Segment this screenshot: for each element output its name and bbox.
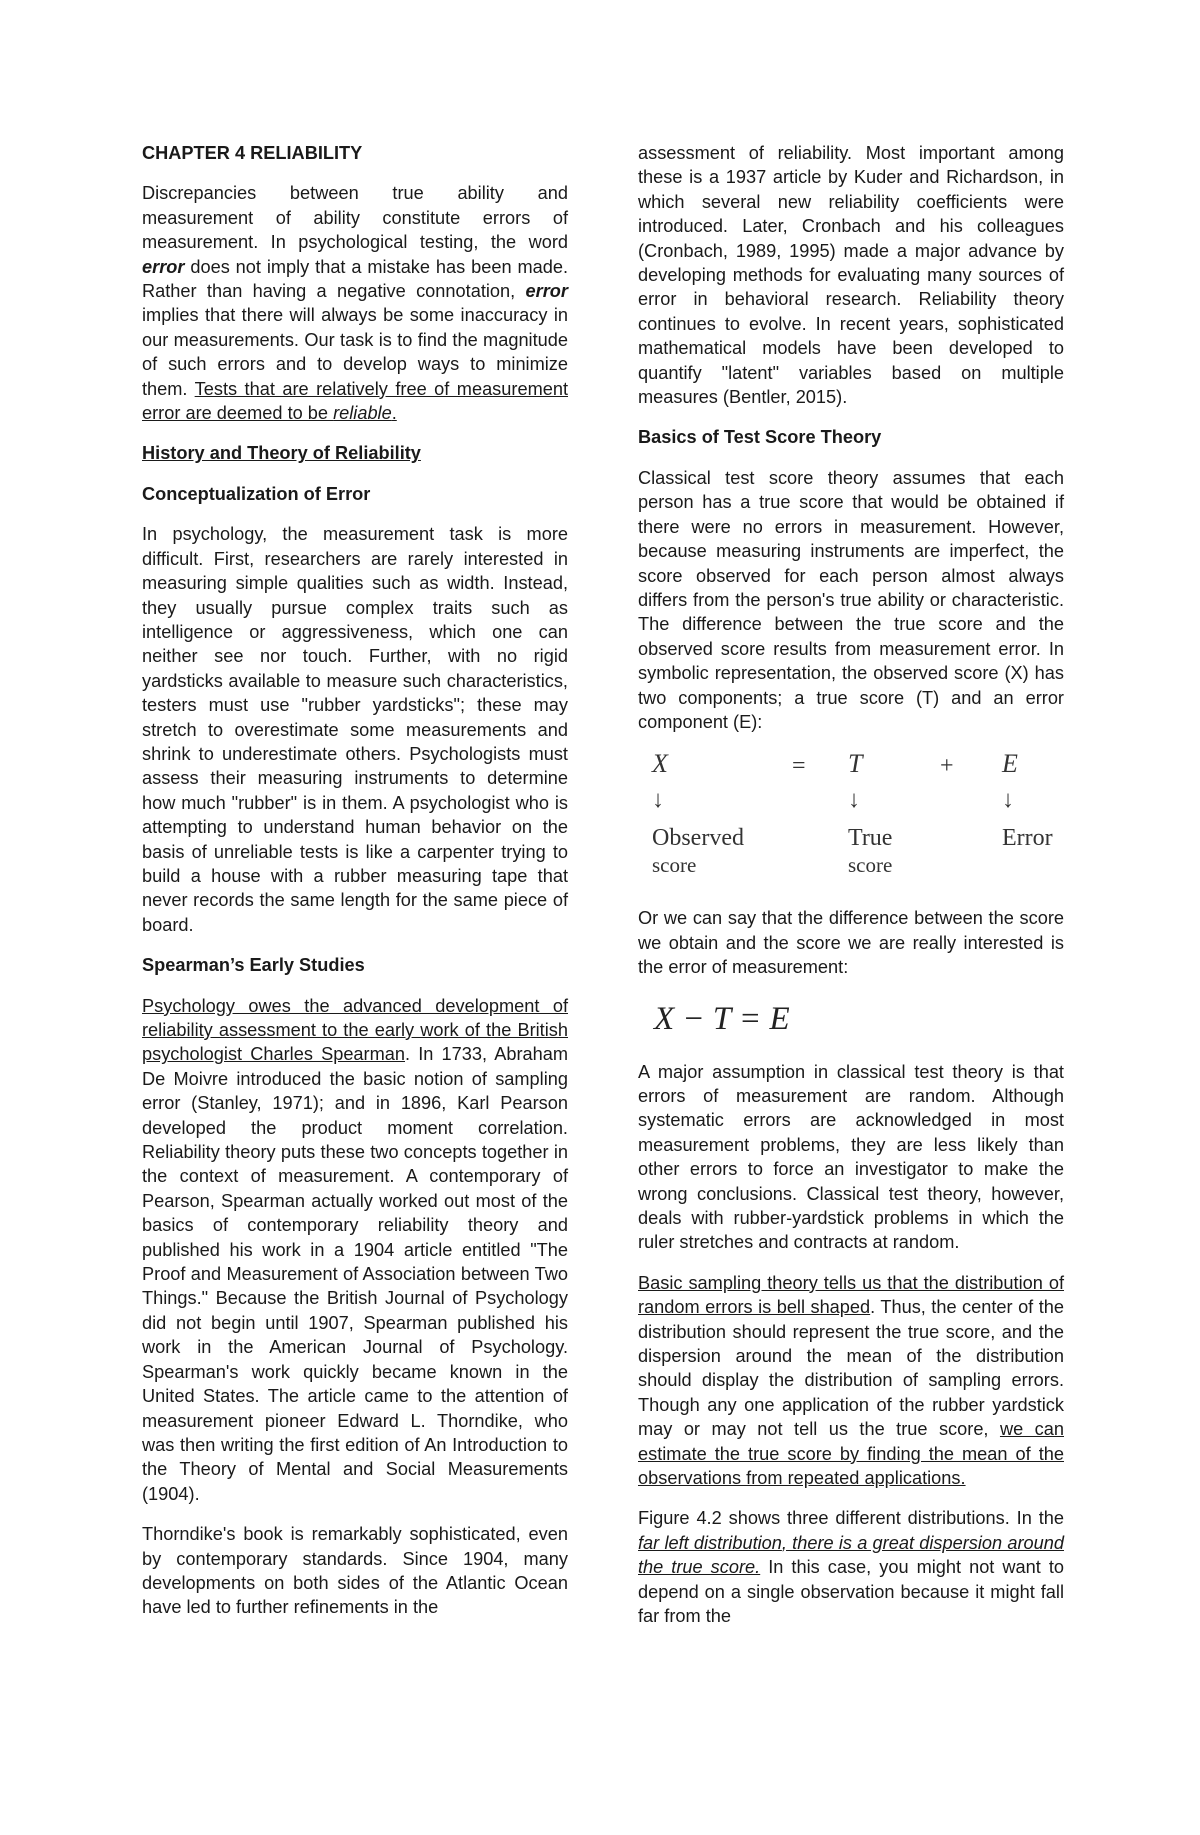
label-observed: Observed [652, 825, 744, 852]
text: . Thus, the center of the distribution should represent the true score, and the dispersion around the mean of the distribution should display the distribution of sampling errors. Though any one application of the rubber yardstick may or may not tell us the true score, [638, 1297, 1064, 1440]
section-heading-spearman: Spearman’s Early Studies [142, 955, 365, 976]
text: In this case, you might not want to depend on a single observation because it might fall far from the [638, 1557, 1064, 1627]
text: does not imply that a mistake has been made. Rather than having a negative connotation, [142, 256, 568, 302]
figure-description-paragraph [638, 1506, 1064, 1628]
symbol-e: E [1002, 749, 1018, 779]
section-heading-conceptualization: Conceptualization of Error [142, 483, 371, 504]
difference-paragraph: Or we can say that the difference between the score we obtain and the score we are really interested is the error of measurement: [638, 908, 1064, 978]
section-heading-basics: Basics of Test Score Theory [638, 427, 882, 448]
arrow-down-icon: ↓ [1002, 787, 1014, 814]
italic-text: far left distribution [638, 1532, 782, 1553]
conceptualization-paragraph: In psychology, the measurement task is more difficult. First, researchers are rarely interested in measuring simple qualities such as width. Instead, they usually pursue complex traits such as intelligence or aggressiveness, which one can neither see nor touch. Further, with no rigid yardsticks available to measure such characteristics, testers must use "rubber yardsticks"; these may stretch to overestimate some measurements and shrink to underestimate others. Psychologists must assess their measuring instruments to determine how much "rubber" is in them. A psychologist who is attempting to understand human behavior on the basis of unreliable tests is like a carpenter trying to build a house with a rubber measuring tape that never records the same length for the same piece of board. [142, 524, 568, 935]
left-column [142, 141, 568, 1636]
underlined-text: Tests that are relatively free of measurement error are deemed to be [142, 378, 569, 424]
text: implies that there will always be some inaccuracy in our measurements. Our task is to find the magnitude of such errors and to develop ways to minimize them. [142, 305, 568, 399]
equals-sign: = [792, 753, 806, 780]
underlined-italic-text: reliable [333, 403, 392, 424]
sampling-theory-paragraph [638, 1271, 1064, 1491]
text: Figure 4.2 shows three different distributions. In the [638, 1508, 1064, 1529]
symbol-x: X [652, 749, 668, 779]
emphasis-error: error [142, 256, 185, 277]
thorndike-paragraph: Thorndike's book is remarkably sophisticated, even by contemporary standards. Since 1904, many developments on both sides of the Atlantic Ocean have led to further refinements in the [142, 1524, 568, 1618]
section-heading-history: History and Theory of Reliability [142, 443, 421, 464]
text: . In 1733, Abraham De Moivre introduced the basic notion of sampling error (Stanley, 1971); and in 1896, Karl Pearson developed the product moment correlation. Reliability theory puts these two concepts together in the context of measurement. A contemporary of Pearson, Spearman actually worked out most of the basics of contemporary reliability theory and published his work in a 1904 article entitled "The Proof and Measurement of Association between Two Things." Because the British Journal of Psychology did not begin until 1907, Spearman published his work in the American Journal of Psychology. Spearman's work quickly became known in the United States. The article came to the attention of measurement pioneer Edward L. Thorndike, who was then writing the first edition of An Introduction to the Theory of Mental and Social Measurements (1904). [142, 1044, 569, 1504]
label-true-score: score [848, 853, 893, 878]
underlined-text: , there is a great dispersion around the true score. [638, 1532, 1064, 1578]
label-true: True [848, 825, 893, 852]
underlined-text: . [391, 403, 397, 424]
assumption-paragraph: A major assumption in classical test theory is that errors of measurement are random. Although systematic errors are acknowledged in most measurement problems, they are less likely than other errors to force an investigator to make the wrong conclusions. Classical test theory, however, deals with rubber-yardstick problems in which the ruler stretches and contracts at random. [638, 1061, 1064, 1253]
label-observed-score: score [652, 853, 697, 878]
emphasis-error: error [525, 281, 568, 302]
underlined-text: Basic sampling theory tells us that the distribution of random errors is bell shaped [638, 1272, 1064, 1318]
continuation-paragraph: assessment of reliability. Most important among these is a 1937 article by Kuder and Richardson, in which several new reliability coefficients were introduced. Later, Cronbach and his colleagues (Cronbach, 1989, 1995) made a major advance by developing methods for evaluating many sources of error in behavioral research. Reliability theory continues to evolve. In recent years, sophisticated mathematical models have been developed to quantify "latent" variables based on multiple measures (Bentler, 2015). [638, 143, 1064, 408]
plus-sign: + [940, 753, 954, 780]
underlined-text: we can estimate the true score by finding the mean of the observations from repeated applications. [638, 1419, 1064, 1489]
intro-paragraph [142, 181, 568, 425]
underlined-text: Psychology owes the advanced development of reliability assessment to the early work of the British psychologist Charles Spearman [142, 995, 568, 1065]
symbol-t: T [848, 749, 863, 779]
spearman-paragraph [142, 994, 568, 1507]
arrow-down-icon: ↓ [848, 787, 860, 814]
chapter-title: CHAPTER 4 RELIABILITY [142, 143, 363, 163]
text: Discrepancies between true ability and measurement of ability constitute errors of measurement. In psychological testing, the word [142, 183, 568, 253]
arrow-down-icon: ↓ [652, 787, 664, 814]
right-column [638, 141, 1064, 1645]
error-equation: X − T = E [654, 1000, 790, 1037]
classical-theory-paragraph: Classical test score theory assumes that each person has a true score that would be obtained if there were no errors in measurement. However, because measuring instruments are imperfect, the score observed for each person almost always differs from the person's true ability or characteristic. The difference between the true score and the observed score results from measurement error. In symbolic representation, the observed score (X) has two components; a true score (T) and an error component (E): [638, 467, 1064, 732]
label-error: Error [1002, 825, 1053, 852]
score-equation-diagram [638, 750, 1064, 890]
